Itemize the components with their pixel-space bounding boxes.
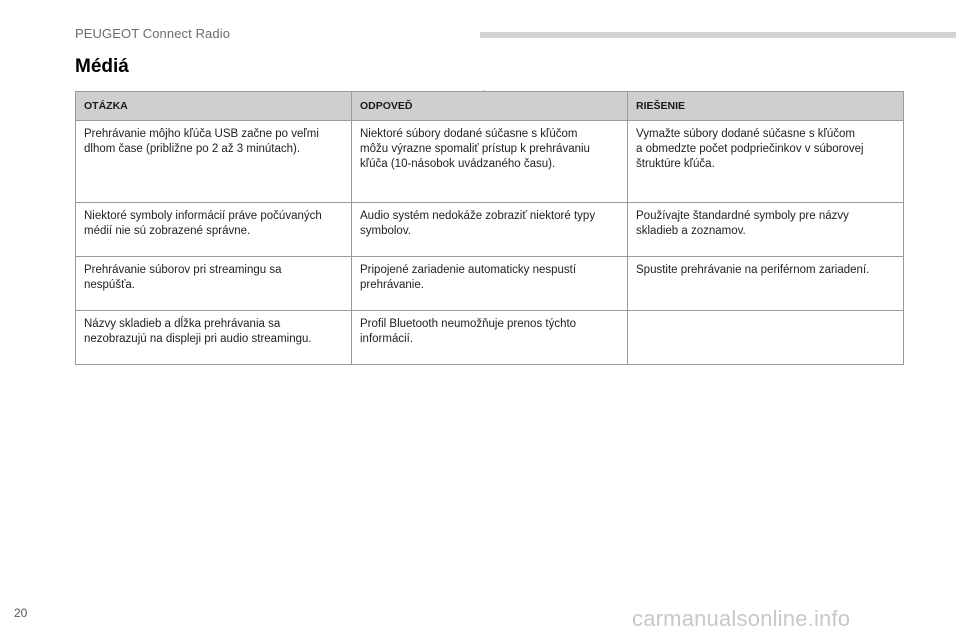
table-row: [76, 257, 904, 311]
question-cell: Názvy skladieb a dĺžka prehrávania sa nezobrazujú na displeji pri audio streamingu.: [76, 311, 352, 365]
footer-brand-watermark: carmanualsonline.info: [632, 606, 851, 631]
answer-cell: Audio systém nedokáže zobraziť niektoré typy symbolov.: [352, 203, 628, 257]
running-header-title: PEUGEOT Connect Radio: [75, 26, 231, 41]
faq-table: [75, 91, 904, 365]
solution-cell: Používajte štandardné symboly pre názvy skladieb a zoznamov.: [628, 203, 904, 257]
answer-cell: Profil Bluetooth neumožňuje prenos týchto informácií.: [352, 311, 628, 365]
table-row: [76, 311, 904, 365]
answer-cell: Niektoré súbory dodané súčasne s kľúčom môžu výrazne spomaliť prístup k prehrávaniu kľúča (10-násobok uvádzaného času).: [352, 121, 628, 203]
column-header-solution: RIEŠENIE: [628, 92, 904, 121]
column-header-answer: ODPOVEĎ: [352, 92, 628, 121]
question-cell: Niektoré symboly informácií práve počúvaných médií nie sú zobrazené správne.: [76, 203, 352, 257]
solution-cell: Spustite prehrávanie na periférnom zariadení.: [628, 257, 904, 311]
page-number: 20: [14, 606, 28, 620]
solution-cell: [628, 311, 904, 365]
answer-cell: Pripojené zariadenie automaticky nespustí prehrávanie.: [352, 257, 628, 311]
question-cell: Prehrávanie môjho kľúča USB začne po veľmi dlhom čase (približne po 2 až 3 minútach).: [76, 121, 352, 203]
table-header-row: [76, 92, 904, 121]
header-divider-bar: [480, 32, 956, 38]
table-row: [76, 203, 904, 257]
table-row: [76, 121, 904, 203]
question-cell: Prehrávanie súborov pri streamingu sa nespúšťa.: [76, 257, 352, 311]
page-title: Médiá: [75, 56, 129, 77]
column-header-question: OTÁZKA: [76, 92, 352, 121]
solution-cell: Vymažte súbory dodané súčasne s kľúčom a obmedzte počet podpriečinkov v súborovej štruktúre kľúča.: [628, 121, 904, 203]
